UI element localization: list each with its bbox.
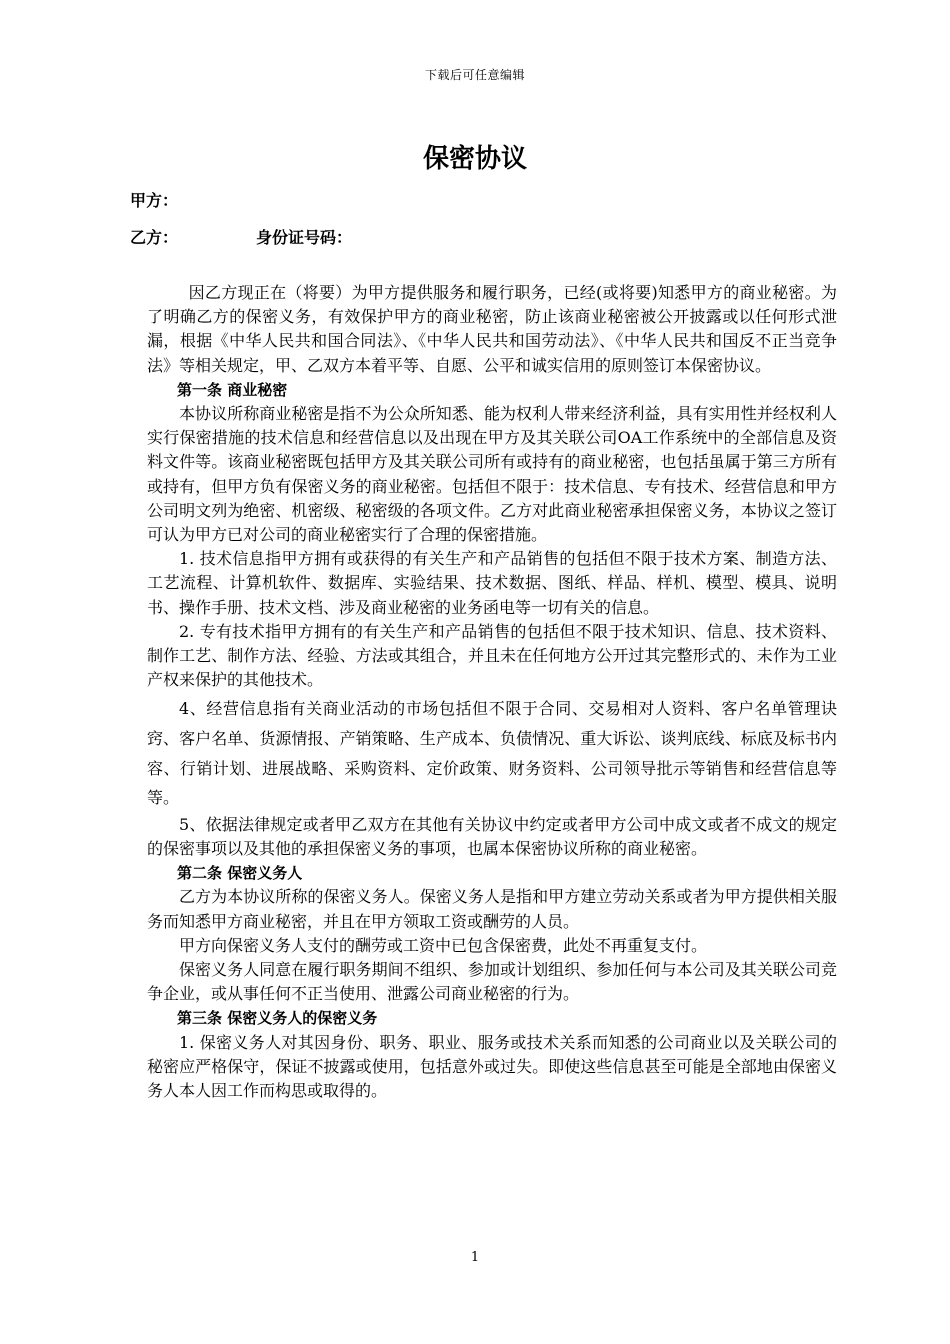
article-3-item-1: 1. 保密义务人对其因身份、职务、职业、服务或技术关系而知悉的公司商业以及关联公司的秘密应严格保守，保证不披露或使用，包括意外或过失。即使这些信息甚至可能是全部地由保密义务人本人因工作而构思或取得的。	[147, 1032, 837, 1101]
article-2-paragraph-2: 甲方向保密义务人支付的酬劳或工资中已包含保密费，此处不再重复支付。	[179, 935, 708, 955]
page-number: 1	[470, 1250, 480, 1265]
article-2-paragraph-1: 乙方为本协议所称的保密义务人。保密义务人是指和甲方建立劳动关系或者为甲方提供相关服务而知悉甲方商业秘密，并且在甲方领取工资或酬劳的人员。	[147, 887, 837, 931]
article-1-item-5: 5、依据法律规定或者甲乙双方在其他有关协议中约定或者甲方公司中成文或者不成文的规定的保密事项以及其他的承担保密义务的事项，也属本保密协议所称的商业秘密。	[147, 814, 837, 859]
id-number-label: 身份证号码：	[256, 228, 353, 247]
page-title: 保密协议	[422, 144, 527, 174]
article-1-item-4: 4、经营信息指有关商业活动的市场包括但不限于合同、交易相对人资料、客户名单管理诀窍、客户名单、货源情报、产销策略、生产成本、负债情况、重大诉讼、谈判底线、标底及标书内容、行销计划、进展战略、采购资料、定价政策、财务资料、公司领导批示等销售和经营信息等等。	[147, 699, 837, 808]
agreement-body	[147, 281, 837, 1103]
party-b-line	[130, 225, 352, 248]
party-a-label: 甲方：	[130, 191, 179, 210]
article-1-heading: 第一条 商业秘密	[177, 380, 288, 399]
party-a-line	[130, 188, 178, 211]
article-2-paragraph-3: 保密义务人同意在履行职务期间不组织、参加或计划组织、参加任何与本公司及其关联公司竞争企业，或从事任何不正当使用、泄露公司商业秘密的行为。	[147, 960, 837, 1004]
header-note: 下载后可任意编辑	[424, 68, 525, 82]
article-1-body: 本协议所称商业秘密是指不为公众所知悉、能为权利人带来经济利益，具有实用性并经权利人实行保密措施的技术信息和经营信息以及出现在甲方及其关联公司OA工作系统中的全部信息及资料文件等。该商业秘密既包括甲方及其关联公司所有或持有的商业秘密，也包括虽属于第三方所有或持有，但甲方负有保密义务的商业秘密。包括但不限于：技术信息、专有技术、经营信息和甲方公司明文列为绝密、机密级、秘密级的各项文件。乙方对此商业秘密承担保密义务，本协议之签订可认为甲方已对公司的商业秘密实行了合理的保密措施。	[147, 404, 837, 545]
article-1-item-1: 1. 技术信息指甲方拥有或获得的有关生产和产品销售的包括但不限于技术方案、制造方法、工艺流程、计算机软件、数据库、实验结果、技术数据、图纸、样品、样机、模型、模具、说明书、操作手册、技术文档、涉及商业秘密的业务函电等一切有关的信息。	[147, 549, 837, 617]
intro-paragraph: 因乙方现正在（将要）为甲方提供服务和履行职务，已经(或将要)知悉甲方的商业秘密。为了明确乙方的保密义务，有效保护甲方的商业秘密，防止该商业秘密被公开披露或以任何形式泄漏，根据《中华人民共和国合同法》、《中华人民共和国劳动法》、《中华人民共和国反不正当竞争法》等相关规定，甲、乙双方本着平等、自愿、公平和诚实信用的原则签订本保密协议。	[147, 283, 837, 375]
article-3-heading: 第三条 保密义务人的保密义务	[177, 1009, 378, 1028]
article-2-heading: 第二条 保密义务人	[177, 864, 303, 883]
party-b-label: 乙方：	[130, 228, 179, 247]
article-1-item-2: 2. 专有技术指甲方拥有的有关生产和产品销售的包括但不限于技术知识、信息、技术资料、制作工艺、制作方法、经验、方法或其组合，并且未在任何地方公开过其完整形式的、未作为工业产权来保护的其他技术。	[147, 621, 837, 690]
